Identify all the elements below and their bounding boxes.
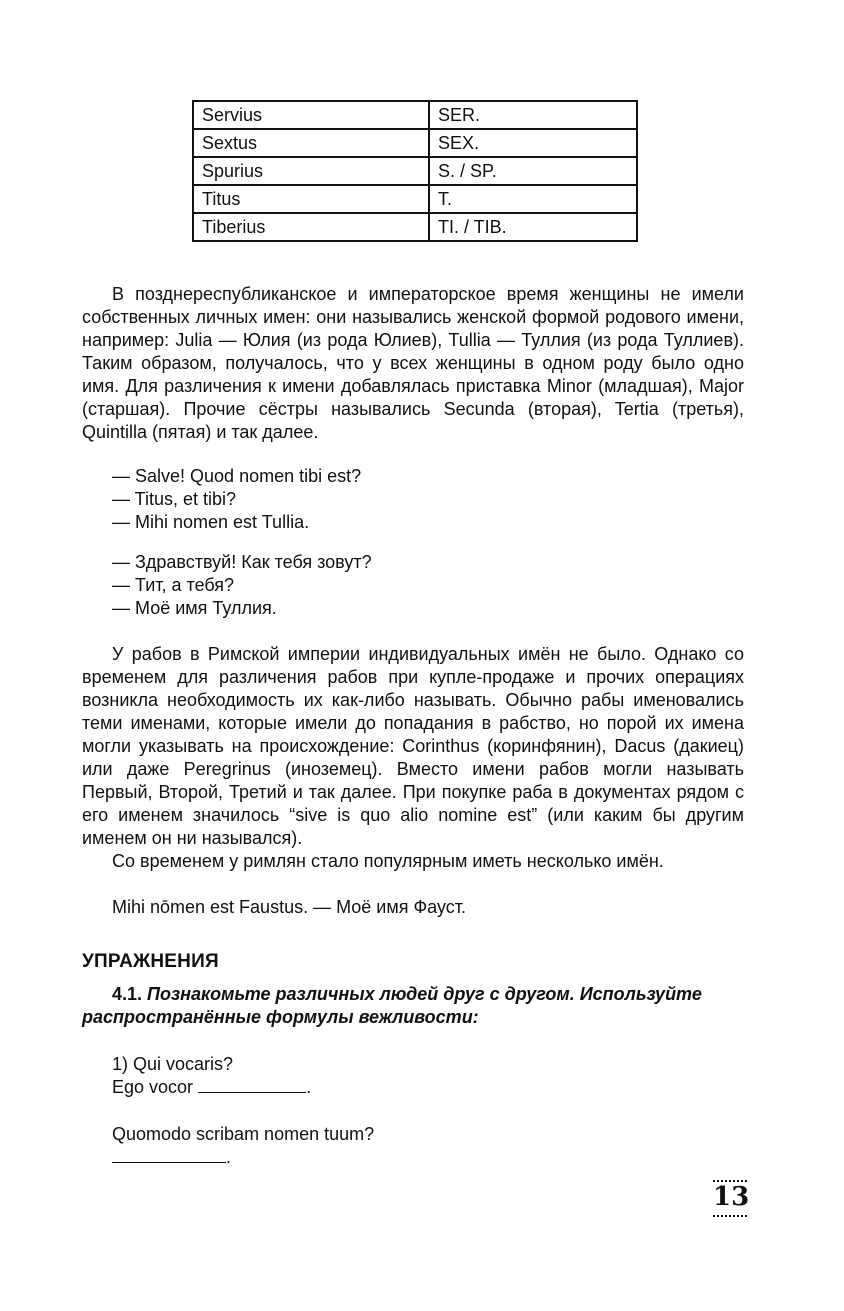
abbreviation-cell: S. / SP. (429, 157, 637, 185)
name-abbreviation-table (192, 100, 638, 242)
paragraph-multiple-names: Со временем у римлян стало популярным иметь несколько имён. (112, 851, 664, 871)
exercise-question-1: 1) Qui vocaris? (112, 1054, 234, 1074)
example-sentence: Mihi nōmen est Faustus. — Моё имя Фауст. (112, 897, 467, 917)
task-number: 4.1. (112, 984, 143, 1004)
praenomen-cell: Titus (193, 185, 429, 213)
paragraph-women-names: В позднереспубликанское и императорское время женщины не имели собственных личных имен: они назывались женской формой родового имени, например: Julia — Юлия (из рода Юлиев), Tullia — Туллия (из рода Туллиев). Таким образом, получалось, что у всех женщины в одном роду было одно имя. Для различения к имени добавлялась приставка Minor (младшая), Major (старшая). Прочие сёстры назывались Secunda (вторая), Tertia (третья), Quintilla (пятая) и так далее. (82, 284, 744, 442)
dialogue-russian-line-2: — Тит, а тебя? (112, 575, 235, 595)
answer-blank-2[interactable] (112, 1148, 226, 1163)
dialogue-russian-line-1: — Здравствуй! Как тебя зовут? (112, 552, 372, 572)
table-row (193, 157, 637, 185)
exercise-question-2: Quomodo scribam nomen tuum? (112, 1124, 375, 1144)
praenomen-cell: Servius (193, 101, 429, 129)
praenomen-cell: Tiberius (193, 213, 429, 241)
table-row (193, 185, 637, 213)
answer-prefix: Ego vocor (112, 1077, 194, 1097)
praenomen-cell: Sextus (193, 129, 429, 157)
dialogue-latin-line-3: — Mihi nomen est Tullia. (112, 512, 310, 532)
dialogue-latin-line-1: — Salve! Quod nomen tibi est? (112, 466, 362, 486)
exercise-answer-line-2 (112, 1146, 231, 1169)
abbreviation-cell: SER. (429, 101, 637, 129)
table-row (193, 213, 637, 241)
praenomen-cell: Spurius (193, 157, 429, 185)
abbreviation-cell: SEX. (429, 129, 637, 157)
dialogue-russian-line-3: — Моё имя Туллия. (112, 598, 277, 618)
paragraph-slave-names: У рабов в Римской империи индивидуальных имён не было. Однако со временем для различения рабов при купле-продаже и прочих операциях возникла необходимость их как-либо называть. Обычно рабы именовались теми именами, которые имели до попадания в рабство, но порой их имена могли указывать на происхождение: Corinthus (коринфянин), Dacus (дакиец) или даже Peregrinus (иноземец). Вместо имени рабов могли называть Первый, Второй, Третий и так далее. При покупке раба в документах рядом с его именем значилось “sive is quo alio nomine est” (или каким бы другим именем он ни назывался). (82, 644, 744, 848)
answer-end: . (306, 1077, 312, 1097)
table-body (193, 101, 637, 241)
table-row (193, 129, 637, 157)
page-number-dots-bottom (713, 1215, 747, 1217)
answer-end-2: . (226, 1147, 232, 1167)
task-text: Познакомьте различных людей друг с другом. Используйте распространённые формулы вежливости: (82, 984, 702, 1027)
abbreviation-cell: T. (429, 185, 637, 213)
abbreviation-cell: TI. / TIB. (429, 213, 637, 241)
exercises-heading: УПРАЖНЕНИЯ (82, 951, 219, 972)
dialogue-latin-line-2: — Titus, et tibi? (112, 489, 237, 509)
answer-blank-1[interactable] (198, 1078, 306, 1093)
page-number: 13 (713, 1182, 750, 1212)
table-row (193, 101, 637, 129)
exercise-task (82, 983, 744, 1029)
exercise-answer-line (112, 1076, 311, 1099)
